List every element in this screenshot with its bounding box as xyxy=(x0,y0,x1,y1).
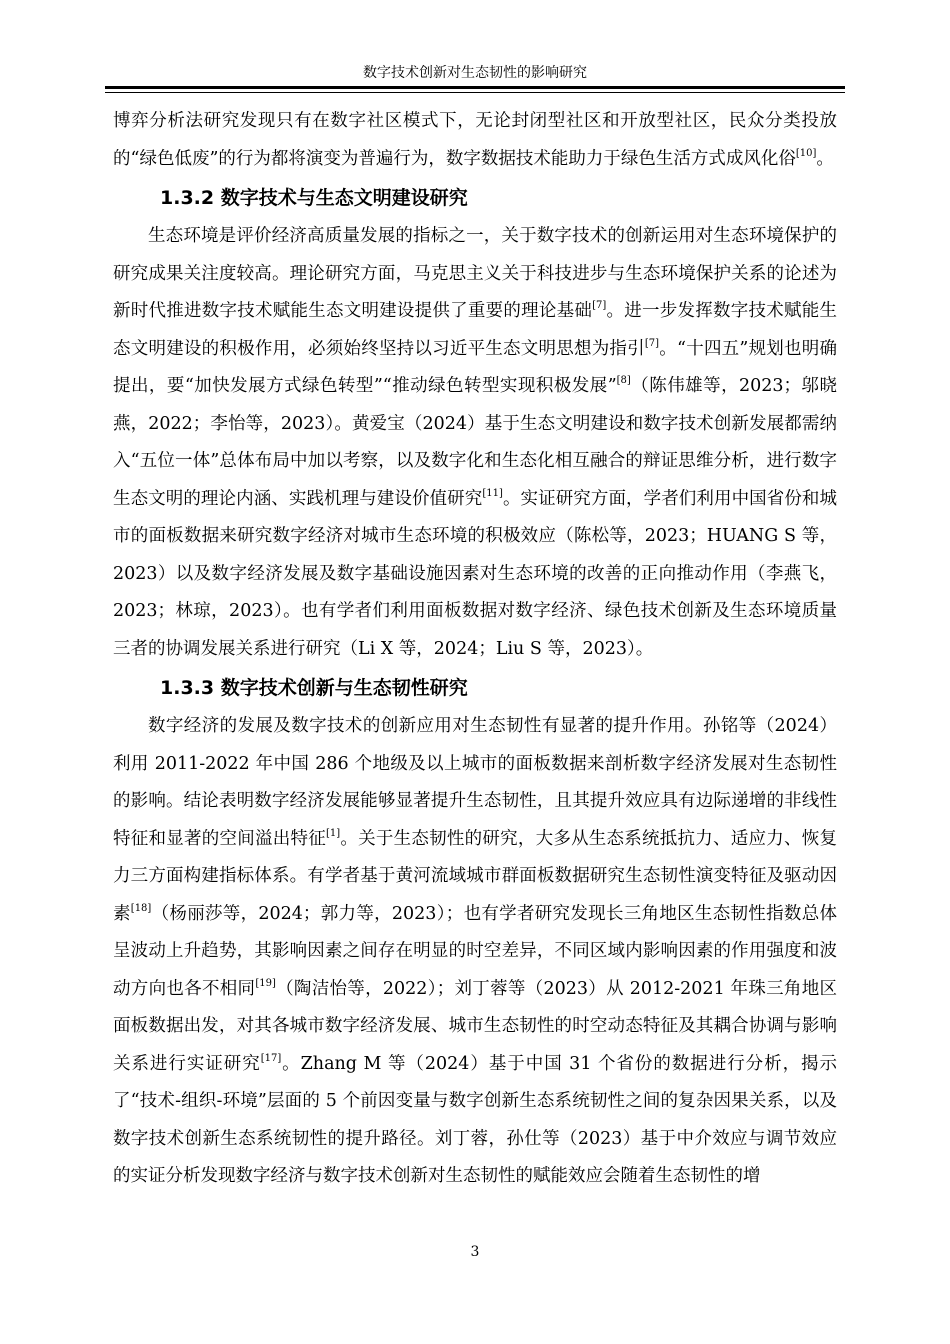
running-header: 数字技术创新对生态韧性的影响研究 xyxy=(363,65,587,81)
citation-ref: [18] xyxy=(130,902,152,914)
citation-ref: [1] xyxy=(325,827,341,839)
paragraph-continued: 博弈分析法研究发现只有在数字社区模式下，无论封闭型社区和开放型社区，民众分类投放的“绿色低废”的行为都将演变为普遍行为，数字数据技术能助力于绿色生活方式成风化俗[10]。 xyxy=(113,111,837,169)
citation-ref: [7] xyxy=(644,337,660,349)
page-body xyxy=(113,103,837,1196)
header-rule-thick xyxy=(105,86,845,89)
citation-ref: [19] xyxy=(255,977,276,989)
section-heading-1-3-3: 1.3.3 数字技术创新与生态韧性研究 xyxy=(160,677,468,699)
citation-ref: [11] xyxy=(482,487,503,499)
citation-ref: [8] xyxy=(616,375,631,386)
header-rule-thin xyxy=(105,92,845,93)
page-number: 3 xyxy=(470,1244,480,1260)
paragraph-ecological-civilization: 生态环境是评价经济高质量发展的指标之一，关于数字技术的创新运用对生态环境保护的研究成果关注度较高。理论研究方面，马克思主义关于科技进步与生态环境保护关系的论述为新时代推进数字技术赋能生态文明建设提供了重要的理论基础[7]。进一步发挥数字技术赋能生态文明建设的积极作用，必须始终坚持以习近平生态文明思想为指引[7]。“十四五”规划也明确提出，要“加快发展方式绿色转型”“推动绿色转型实现积极发展”[8]（陈伟雄等，2023；邬晓燕，2022；李怡等，2023）。黄爱宝（2024）基于生态文明建设和数字技术创新发展都需纳入“五位一体”总体布局中加以考察，以及数字化和生态化相互融合的辩证思维分析，进行数字生态文明的理论内涵、实践机理与建设价值研究[11]。实证研究方面，学者们利用中国省份和城市的面板数据来研究数字经济对城市生态环境的积极效应（陈松等，2023；HUANG S 等，2023）以及数字经济发展及数字基础设施因素对生态环境的改善的正向推动作用（李燕飞，2023；林琼，2023）。也有学者们利用面板数据对数字经济、绿色技术创新及生态环境质量三者的协调发展关系进行研究（Li X 等，2024；Liu S 等，2023）。 xyxy=(113,226,838,659)
citation-ref: [7] xyxy=(592,300,607,311)
paragraph-ecological-resilience: 数字经济的发展及数字技术的创新应用对生态韧性有显著的提升作用。孙铭等（2024）利用 2011-2022 年中国 286 个地级及以上城市的面板数据来剖析数字经济发展对生态韧性的影响。结论表明数字经济发展能够显著提升生态韧性，且其提升效应具有边际递增的非线性特征和显著的空间溢出特征[1]。关于生态韧性的研究，大多从生态系统抵抗力、适应力、恢复力三方面构建指标体系。有学者基于黄河流域城市群面板数据研究生态韧性演变特征及驱动因素[18]（杨丽莎等，2024；郭力等，2023）；也有学者研究发现长三角地区生态韧性指数总体呈波动上升趋势，其影响因素之间存在明显的时空差异，不同区域内影响因素的作用强度和波动方向也各不相同[19]（陶洁怡等，2022）；刘丁蓉等（2023）从 2012-2021 年珠三角地区面板数据出发，对其各城市数字经济发展、城市生态韧性的时空动态特征及其耦合协调与影响关系进行实证研究[17]。Zhang M 等（2024）基于中国 31 个省份的数据进行分析，揭示了“技术-组织-环境”层面的 5 个前因变量与数字创新生态系统韧性之间的复杂因果关系，以及数字技术创新生态系统韧性的提升路径。刘丁蓉，孙仕等（2023）基于中介效应与调节效应的实证分析发现数字经济与数字技术创新对生态韧性的赋能效应会随着生态韧性的增 xyxy=(113,716,838,1186)
section-heading-1-3-2: 1.3.2 数字技术与生态文明建设研究 xyxy=(160,187,468,209)
citation-ref: [17] xyxy=(260,1052,282,1064)
citation-ref: [10] xyxy=(795,147,817,159)
